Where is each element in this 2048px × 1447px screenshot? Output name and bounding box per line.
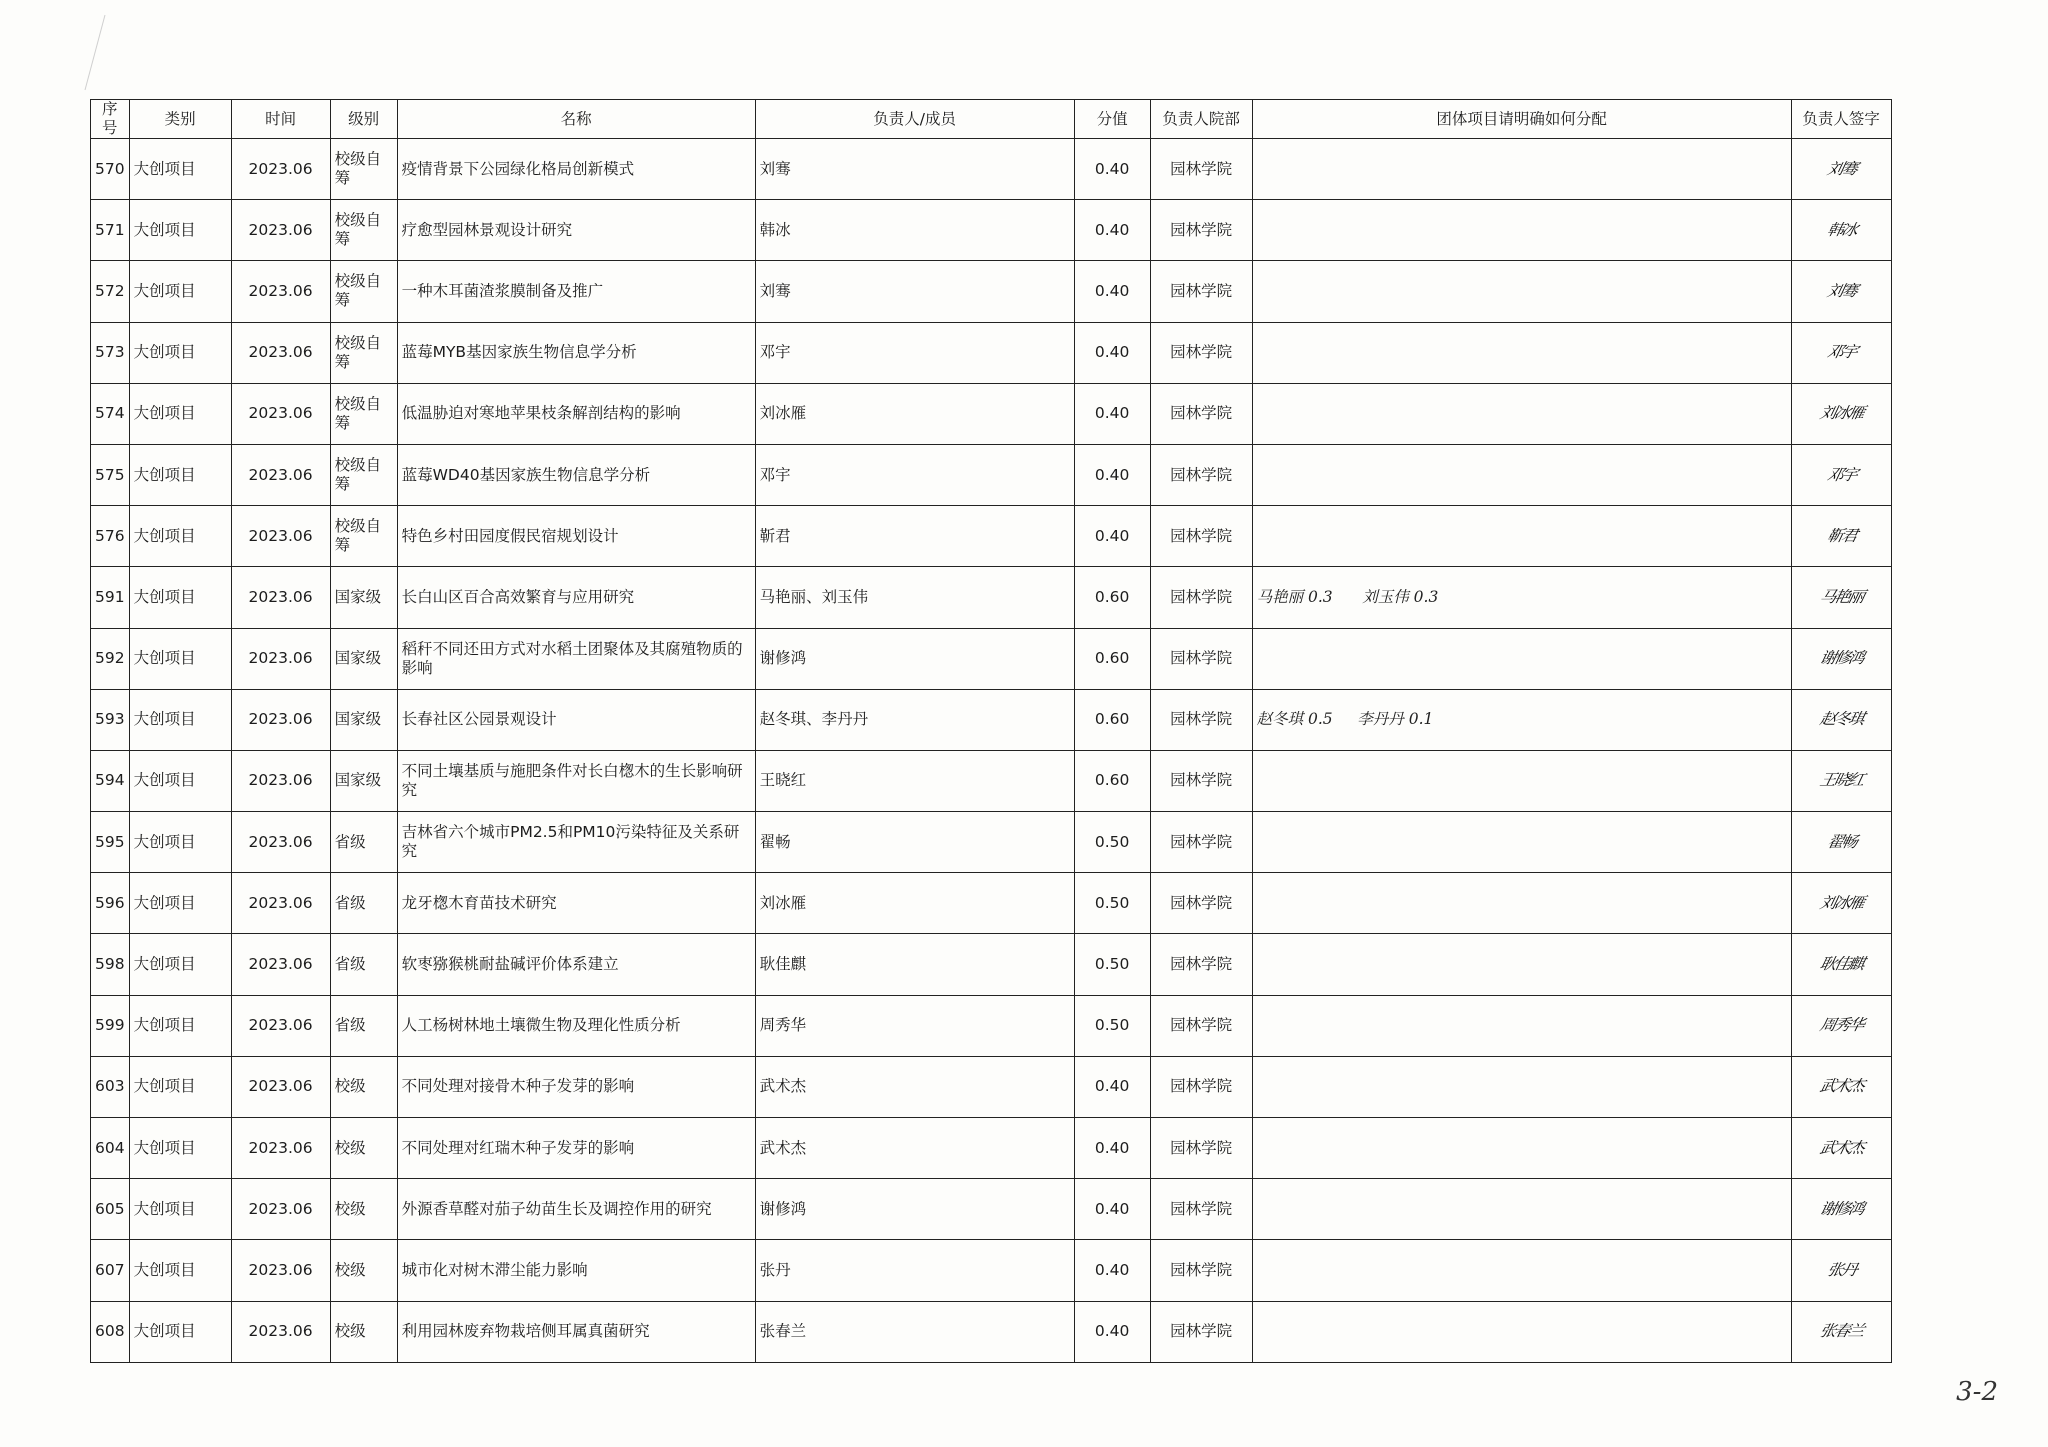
row-level: 校级 — [330, 1179, 397, 1240]
row-allocation: 马艳丽 0.3 刘玉伟 0.3 — [1252, 567, 1791, 628]
table-row — [91, 1179, 1892, 1240]
row-signature — [1791, 628, 1891, 689]
table-row — [91, 506, 1892, 567]
row-category: 大创项目 — [129, 444, 231, 505]
handwritten-signature: 邓宇 — [1825, 465, 1858, 484]
row-allocation — [1252, 322, 1791, 383]
row-department: 园林学院 — [1150, 628, 1252, 689]
row-department: 园林学院 — [1150, 812, 1252, 873]
row-allocation — [1252, 1240, 1791, 1301]
row-title: 人工杨树林地土壤微生物及理化性质分析 — [397, 995, 755, 1056]
row-score: 0.50 — [1074, 934, 1150, 995]
row-signature — [1791, 1240, 1891, 1301]
row-allocation — [1252, 934, 1791, 995]
row-score: 0.40 — [1074, 383, 1150, 444]
row-department: 园林学院 — [1150, 1118, 1252, 1179]
row-allocation — [1252, 1056, 1791, 1117]
row-level: 校级自筹 — [330, 383, 397, 444]
handwritten-signature: 刘骞 — [1825, 281, 1858, 300]
row-level: 国家级 — [330, 628, 397, 689]
row-department: 园林学院 — [1150, 1240, 1252, 1301]
row-level: 校级 — [330, 1301, 397, 1362]
row-department: 园林学院 — [1150, 567, 1252, 628]
row-index: 598 — [91, 934, 130, 995]
row-index: 603 — [91, 1056, 130, 1117]
row-members: 刘骞 — [755, 261, 1074, 322]
row-signature — [1791, 1056, 1891, 1117]
header-title: 名称 — [397, 100, 755, 139]
row-allocation — [1252, 750, 1791, 811]
row-date: 2023.06 — [231, 628, 330, 689]
row-index: 594 — [91, 750, 130, 811]
row-level: 省级 — [330, 812, 397, 873]
row-category: 大创项目 — [129, 1301, 231, 1362]
row-score: 0.60 — [1074, 689, 1150, 750]
row-index: 573 — [91, 322, 130, 383]
row-category: 大创项目 — [129, 1179, 231, 1240]
row-title: 蓝莓WD40基因家族生物信息学分析 — [397, 444, 755, 505]
row-title: 疫情背景下公园绿化格局创新模式 — [397, 139, 755, 200]
row-category: 大创项目 — [129, 139, 231, 200]
row-level: 校级自筹 — [330, 444, 397, 505]
row-index: 570 — [91, 139, 130, 200]
row-department: 园林学院 — [1150, 139, 1252, 200]
row-level: 校级 — [330, 1240, 397, 1301]
row-index: 575 — [91, 444, 130, 505]
row-title: 城市化对树木滞尘能力影响 — [397, 1240, 755, 1301]
handwritten-signature: 王晓红 — [1818, 771, 1865, 790]
row-score: 0.60 — [1074, 567, 1150, 628]
row-members: 耿佳麒 — [755, 934, 1074, 995]
row-level: 省级 — [330, 995, 397, 1056]
row-signature — [1791, 995, 1891, 1056]
row-level: 国家级 — [330, 750, 397, 811]
handwritten-signature: 武术杰 — [1818, 1138, 1865, 1157]
row-members: 韩冰 — [755, 200, 1074, 261]
header-department: 负责人院部 — [1150, 100, 1252, 139]
row-signature — [1791, 1179, 1891, 1240]
row-score: 0.40 — [1074, 200, 1150, 261]
handwritten-signature: 刘骞 — [1825, 159, 1858, 178]
row-date: 2023.06 — [231, 200, 330, 261]
row-level: 校级自筹 — [330, 200, 397, 261]
row-score: 0.40 — [1074, 1118, 1150, 1179]
row-title: 不同处理对红瑞木种子发芽的影响 — [397, 1118, 755, 1179]
handwritten-signature: 张丹 — [1825, 1260, 1858, 1279]
row-allocation — [1252, 873, 1791, 934]
row-allocation — [1252, 1179, 1791, 1240]
row-category: 大创项目 — [129, 750, 231, 811]
row-allocation — [1252, 261, 1791, 322]
row-date: 2023.06 — [231, 1118, 330, 1179]
row-department: 园林学院 — [1150, 689, 1252, 750]
scan-mark — [75, 10, 115, 100]
row-department: 园林学院 — [1150, 1301, 1252, 1362]
row-allocation: 赵冬琪 0.5 李丹丹 0.1 — [1252, 689, 1791, 750]
row-index: 593 — [91, 689, 130, 750]
row-title: 蓝莓MYB基因家族生物信息学分析 — [397, 322, 755, 383]
row-date: 2023.06 — [231, 689, 330, 750]
row-members: 张丹 — [755, 1240, 1074, 1301]
row-category: 大创项目 — [129, 567, 231, 628]
row-title: 长春社区公园景观设计 — [397, 689, 755, 750]
row-score: 0.50 — [1074, 812, 1150, 873]
row-department: 园林学院 — [1150, 1179, 1252, 1240]
row-score: 0.40 — [1074, 1301, 1150, 1362]
row-score: 0.40 — [1074, 1056, 1150, 1117]
row-signature — [1791, 383, 1891, 444]
row-score: 0.50 — [1074, 873, 1150, 934]
table-row — [91, 812, 1892, 873]
handwritten-signature: 翟畅 — [1825, 832, 1858, 851]
row-department: 园林学院 — [1150, 383, 1252, 444]
table-row — [91, 200, 1892, 261]
row-index: 605 — [91, 1179, 130, 1240]
row-category: 大创项目 — [129, 689, 231, 750]
header-index: 序号 — [91, 100, 130, 139]
row-department: 园林学院 — [1150, 873, 1252, 934]
row-index: 572 — [91, 261, 130, 322]
row-index: 571 — [91, 200, 130, 261]
row-level: 省级 — [330, 873, 397, 934]
row-category: 大创项目 — [129, 200, 231, 261]
row-date: 2023.06 — [231, 444, 330, 505]
row-score: 0.50 — [1074, 995, 1150, 1056]
row-members: 谢修鸿 — [755, 1179, 1074, 1240]
row-category: 大创项目 — [129, 628, 231, 689]
handwritten-signature: 邓宇 — [1825, 343, 1858, 362]
row-level: 国家级 — [330, 689, 397, 750]
row-category: 大创项目 — [129, 873, 231, 934]
row-category: 大创项目 — [129, 934, 231, 995]
row-title: 软枣猕猴桃耐盐碱评价体系建立 — [397, 934, 755, 995]
handwritten-signature: 马艳丽 — [1818, 587, 1865, 606]
row-signature — [1791, 750, 1891, 811]
row-date: 2023.06 — [231, 1179, 330, 1240]
table-row — [91, 1301, 1892, 1362]
row-department: 园林学院 — [1150, 322, 1252, 383]
row-title: 稻秆不同还田方式对水稻土团聚体及其腐殖物质的影响 — [397, 628, 755, 689]
handwritten-signature: 武术杰 — [1818, 1077, 1865, 1096]
row-category: 大创项目 — [129, 383, 231, 444]
row-level: 国家级 — [330, 567, 397, 628]
row-members: 王晓红 — [755, 750, 1074, 811]
row-title: 长白山区百合高效繁育与应用研究 — [397, 567, 755, 628]
row-title: 低温胁迫对寒地苹果枝条解剖结构的影响 — [397, 383, 755, 444]
row-allocation — [1252, 812, 1791, 873]
row-allocation — [1252, 1118, 1791, 1179]
header-date: 时间 — [231, 100, 330, 139]
row-date: 2023.06 — [231, 261, 330, 322]
handwritten-signature: 靳君 — [1825, 526, 1858, 545]
table-row — [91, 995, 1892, 1056]
row-date: 2023.06 — [231, 1301, 330, 1362]
row-department: 园林学院 — [1150, 261, 1252, 322]
row-category: 大创项目 — [129, 1056, 231, 1117]
table-row — [91, 567, 1892, 628]
row-level: 校级自筹 — [330, 506, 397, 567]
score-table — [90, 99, 1892, 1363]
row-department: 园林学院 — [1150, 1056, 1252, 1117]
row-category: 大创项目 — [129, 1240, 231, 1301]
table-row — [91, 1240, 1892, 1301]
row-level: 校级自筹 — [330, 139, 397, 200]
row-members: 武术杰 — [755, 1118, 1074, 1179]
row-members: 赵冬琪、李丹丹 — [755, 689, 1074, 750]
row-index: 607 — [91, 1240, 130, 1301]
row-score: 0.40 — [1074, 1240, 1150, 1301]
row-score: 0.40 — [1074, 506, 1150, 567]
row-score: 0.60 — [1074, 750, 1150, 811]
table-row — [91, 628, 1892, 689]
table-row — [91, 873, 1892, 934]
row-signature — [1791, 261, 1891, 322]
row-date: 2023.06 — [231, 139, 330, 200]
row-allocation — [1252, 995, 1791, 1056]
row-members: 翟畅 — [755, 812, 1074, 873]
row-title: 不同土壤基质与施肥条件对长白楤木的生长影响研究 — [397, 750, 755, 811]
header-score: 分值 — [1074, 100, 1150, 139]
handwritten-signature: 谢修鸿 — [1818, 1199, 1865, 1218]
row-department: 园林学院 — [1150, 200, 1252, 261]
row-signature — [1791, 1118, 1891, 1179]
row-index: 608 — [91, 1301, 130, 1362]
row-title: 特色乡村田园度假民宿规划设计 — [397, 506, 755, 567]
row-title: 疗愈型园林景观设计研究 — [397, 200, 755, 261]
row-category: 大创项目 — [129, 506, 231, 567]
row-signature — [1791, 506, 1891, 567]
table-row — [91, 383, 1892, 444]
row-members: 刘冰雁 — [755, 873, 1074, 934]
table-row — [91, 750, 1892, 811]
row-signature — [1791, 812, 1891, 873]
row-title: 外源香草醛对茄子幼苗生长及调控作用的研究 — [397, 1179, 755, 1240]
row-signature — [1791, 139, 1891, 200]
row-members: 马艳丽、刘玉伟 — [755, 567, 1074, 628]
row-allocation — [1252, 1301, 1791, 1362]
row-date: 2023.06 — [231, 812, 330, 873]
row-index: 576 — [91, 506, 130, 567]
row-score: 0.40 — [1074, 261, 1150, 322]
row-date: 2023.06 — [231, 1056, 330, 1117]
row-score: 0.40 — [1074, 139, 1150, 200]
handwritten-signature: 刘冰雁 — [1818, 893, 1865, 912]
row-date: 2023.06 — [231, 995, 330, 1056]
handwritten-signature: 赵冬琪 — [1818, 710, 1865, 729]
row-index: 599 — [91, 995, 130, 1056]
row-date: 2023.06 — [231, 750, 330, 811]
row-signature — [1791, 567, 1891, 628]
row-index: 592 — [91, 628, 130, 689]
row-date: 2023.06 — [231, 873, 330, 934]
row-members: 刘骞 — [755, 139, 1074, 200]
table-row — [91, 261, 1892, 322]
page-number-handwritten: 3-2 — [1956, 1377, 1998, 1407]
row-category: 大创项目 — [129, 261, 231, 322]
row-department: 园林学院 — [1150, 750, 1252, 811]
header-allocation: 团体项目请明确如何分配 — [1252, 100, 1791, 139]
row-index: 595 — [91, 812, 130, 873]
row-title: 一种木耳菌渣浆膜制备及推广 — [397, 261, 755, 322]
row-members: 张春兰 — [755, 1301, 1074, 1362]
row-allocation — [1252, 628, 1791, 689]
row-department: 园林学院 — [1150, 506, 1252, 567]
table-row — [91, 1118, 1892, 1179]
row-signature — [1791, 873, 1891, 934]
row-allocation — [1252, 139, 1791, 200]
row-date: 2023.06 — [231, 567, 330, 628]
header-members: 负责人/成员 — [755, 100, 1074, 139]
row-date: 2023.06 — [231, 934, 330, 995]
row-date: 2023.06 — [231, 1240, 330, 1301]
row-level: 校级 — [330, 1118, 397, 1179]
header-signature: 负责人签字 — [1791, 100, 1891, 139]
row-score: 0.40 — [1074, 1179, 1150, 1240]
row-allocation — [1252, 200, 1791, 261]
row-signature — [1791, 322, 1891, 383]
table-row — [91, 934, 1892, 995]
table-row — [91, 1056, 1892, 1117]
header-level: 级别 — [330, 100, 397, 139]
row-category: 大创项目 — [129, 1118, 231, 1179]
table-row — [91, 444, 1892, 505]
table-row — [91, 139, 1892, 200]
row-signature — [1791, 444, 1891, 505]
row-level: 校级自筹 — [330, 261, 397, 322]
row-allocation — [1252, 444, 1791, 505]
row-members: 邓宇 — [755, 444, 1074, 505]
handwritten-signature: 耿佳麒 — [1818, 955, 1865, 974]
row-members: 刘冰雁 — [755, 383, 1074, 444]
table-row — [91, 689, 1892, 750]
row-score: 0.40 — [1074, 322, 1150, 383]
row-members: 武术杰 — [755, 1056, 1074, 1117]
row-category: 大创项目 — [129, 322, 231, 383]
row-title: 利用园林废弃物栽培侧耳属真菌研究 — [397, 1301, 755, 1362]
row-title: 龙牙楤木育苗技术研究 — [397, 873, 755, 934]
handwritten-signature: 周秀华 — [1818, 1016, 1865, 1035]
row-level: 校级 — [330, 1056, 397, 1117]
header-row — [91, 100, 1892, 139]
row-score: 0.60 — [1074, 628, 1150, 689]
row-members: 谢修鸿 — [755, 628, 1074, 689]
row-index: 574 — [91, 383, 130, 444]
row-members: 邓宇 — [755, 322, 1074, 383]
row-score: 0.40 — [1074, 444, 1150, 505]
table-row — [91, 322, 1892, 383]
row-allocation — [1252, 383, 1791, 444]
row-level: 省级 — [330, 934, 397, 995]
row-date: 2023.06 — [231, 322, 330, 383]
row-department: 园林学院 — [1150, 444, 1252, 505]
header-category: 类别 — [129, 100, 231, 139]
row-date: 2023.06 — [231, 383, 330, 444]
row-signature — [1791, 689, 1891, 750]
row-members: 周秀华 — [755, 995, 1074, 1056]
handwritten-signature: 谢修鸿 — [1818, 649, 1865, 668]
row-department: 园林学院 — [1150, 995, 1252, 1056]
row-index: 604 — [91, 1118, 130, 1179]
row-signature — [1791, 934, 1891, 995]
row-category: 大创项目 — [129, 812, 231, 873]
row-title: 不同处理对接骨木种子发芽的影响 — [397, 1056, 755, 1117]
row-members: 靳君 — [755, 506, 1074, 567]
row-date: 2023.06 — [231, 506, 330, 567]
row-allocation — [1252, 506, 1791, 567]
handwritten-signature: 刘冰雁 — [1818, 404, 1865, 423]
row-signature — [1791, 200, 1891, 261]
row-category: 大创项目 — [129, 995, 231, 1056]
row-title: 吉林省六个城市PM2.5和PM10污染特征及关系研究 — [397, 812, 755, 873]
row-signature — [1791, 1301, 1891, 1362]
row-index: 596 — [91, 873, 130, 934]
row-index: 591 — [91, 567, 130, 628]
row-department: 园林学院 — [1150, 934, 1252, 995]
handwritten-signature: 韩冰 — [1825, 220, 1858, 239]
handwritten-signature: 张春兰 — [1818, 1322, 1865, 1341]
row-level: 校级自筹 — [330, 322, 397, 383]
